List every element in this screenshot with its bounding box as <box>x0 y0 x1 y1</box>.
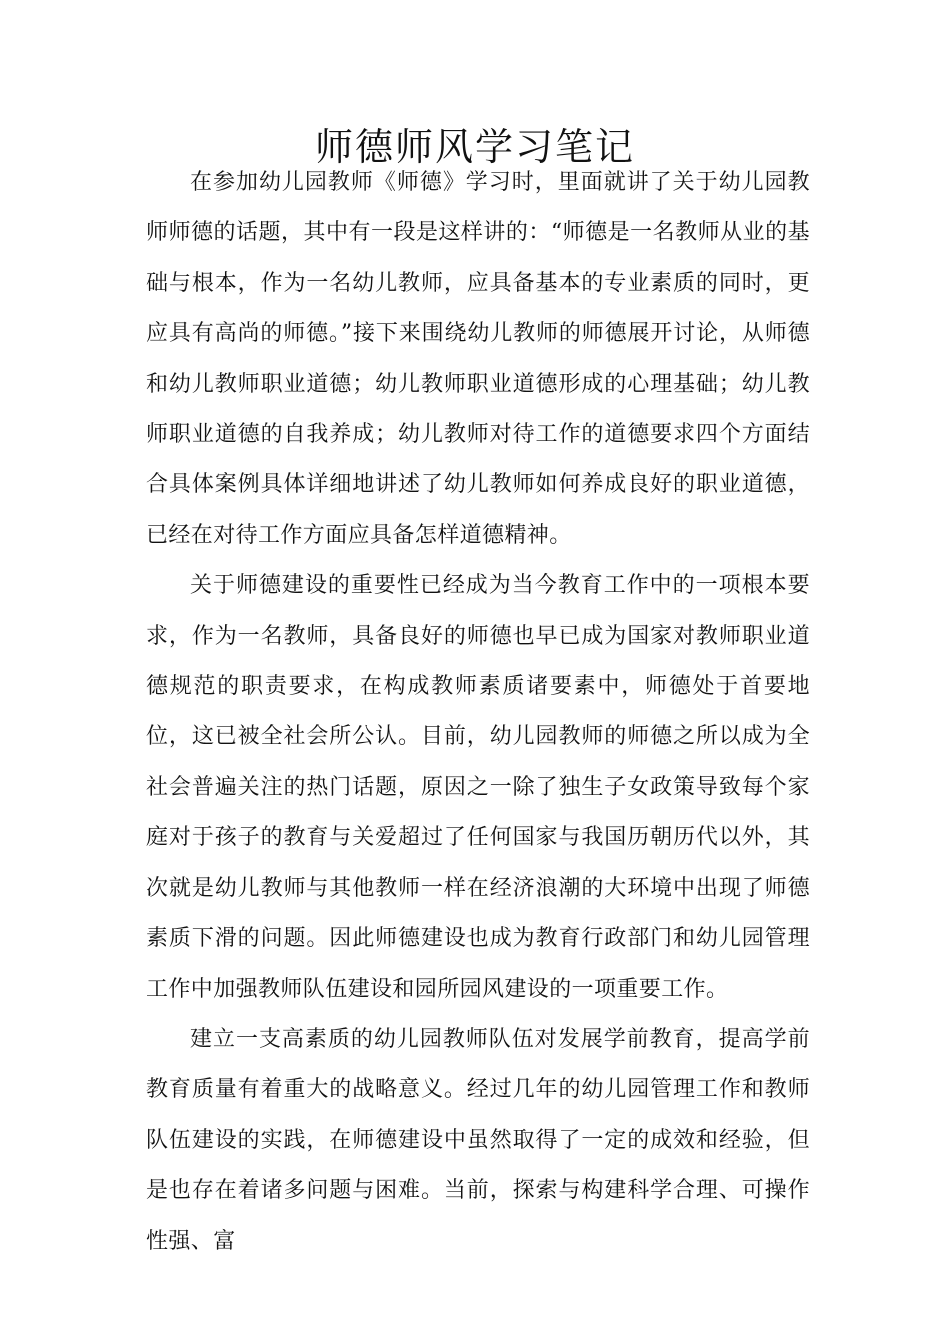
document-title: 师德师风学习笔记 <box>314 125 635 170</box>
paragraph-3: 建立一支高素质的幼儿园教师队伍对发展学前教育，提高学前教育质量有着重大的战略意义。经过几年的幼儿园管理工作和教师队伍建设的实践，在师德建设中虽然取得了一定的成效和经验，但是也存在着诸多问题与困难。当前，探索与构建科学合理、可操作性强、富 <box>146 1026 810 1254</box>
document-body <box>146 158 810 1267</box>
paragraph-1: 在参加幼儿园教师《师德》学习时，里面就讲了关于幼儿园教师师德的话题，其中有一段是这样讲的：“师德是一名教师从业的基础与根本，作为一名幼儿教师，应具备基本的专业素质的同时，更应具有高尚的师德。”接下来围绕幼儿教师的师德展开讨论，从师德和幼儿教师职业道德；幼儿教师职业道德形成的心理基础；幼儿教师职业道德的自我养成；幼儿教师对待工作的道德要求四个方面结合具体案例具体详细地讲述了幼儿教师如何养成良好的职业道德，已经在对待工作方面应具备怎样道德精神。 <box>146 170 810 548</box>
paragraph-2: 关于师德建设的重要性已经成为当今教育工作中的一项根本要求，作为一名教师，具备良好的师德也早已成为国家对教师职业道德规范的职责要求，在构成教师素质诸要素中，师德处于首要地位，这已被全社会所公认。目前，幼儿园教师的师德之所以成为全社会普遍关注的热门话题，原因之一除了独生子女政策导致每个家庭对于孩子的教育与关爱超过了任何国家与我国历朝历代以外，其次就是幼儿教师与其他教师一样在经济浪潮的大环境中出现了师德素质下滑的问题。因此师德建设也成为教育行政部门和幼儿园管理工作中加强教师队伍建设和园所园风建设的一项重要工作。 <box>146 573 810 1002</box>
